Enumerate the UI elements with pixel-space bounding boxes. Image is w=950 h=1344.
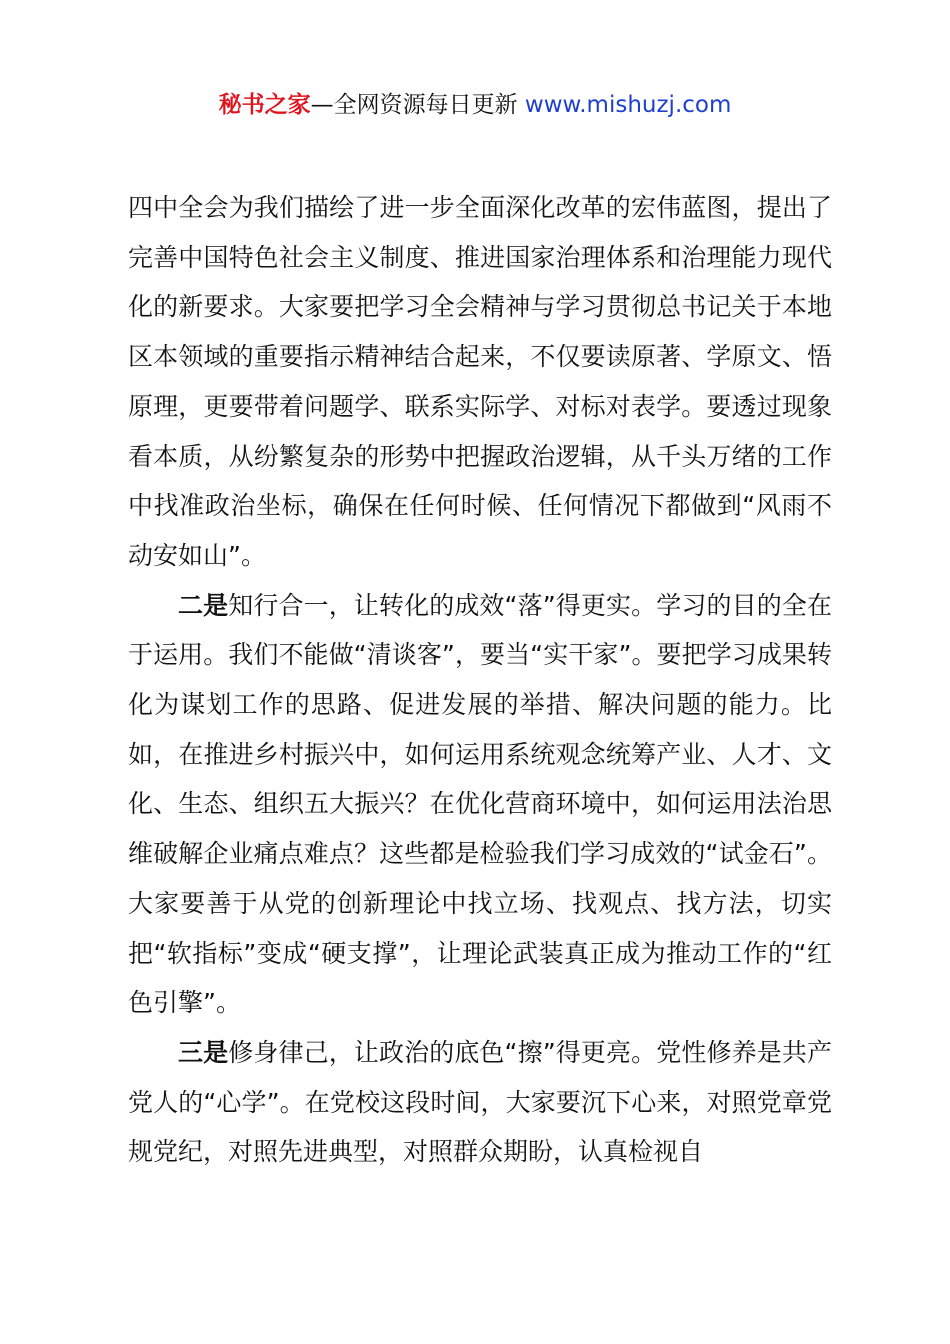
site-tagline: —全网资源每日更新 <box>310 92 525 118</box>
paragraph-3-lead: 三是 <box>178 1037 229 1067</box>
paragraph-3 <box>128 1028 832 1177</box>
page-header <box>0 88 950 122</box>
site-url-link[interactable]: www.mishuzj.com <box>524 92 732 118</box>
paragraph-2 <box>128 581 832 1028</box>
document-body <box>128 183 832 1177</box>
paragraph-2-text: 知行合一，让转化的成效“落”得更实。学习的目的全在于运用。我们不能做“清谈客”，要当“实干家”。要把学习成果转化为谋划工作的思路、促进发展的举措、解决问题的能力。比如，在推进乡村振兴中，如何运用系统观念统筹产业、人才、文化、生态、组织五大振兴？在优化营商环境中，如何运用法治思维破解企业痛点难点？这些都是检验我们学习成效的“试金石”。大家要善于从党的创新理论中找立场、找观点、找方法，切实把“软指标”变成“硬支撑”，让理论武装真正成为推动工作的“红色引擎”。 <box>128 590 832 1018</box>
paragraph-1-text: 四中全会为我们描绘了进一步全面深化改革的宏伟蓝图，提出了完善中国特色社会主义制度、推进国家治理体系和治理能力现代化的新要求。大家要把学习全会精神与学习贯彻总书记关于本地区本领域的重要指示精神结合起来，不仅要读原著、学原文、悟原理，更要带着问题学、联系实际学、对标对表学。要透过现象看本质，从纷繁复杂的形势中把握政治逻辑，从千头万绪的工作中找准政治坐标，确保在任何时候、任何情况下都做到“风雨不动安如山”。 <box>128 193 832 570</box>
site-brand: 秘书之家 <box>218 92 311 118</box>
paragraph-1 <box>128 183 832 581</box>
paragraph-2-lead: 二是 <box>178 590 229 620</box>
paragraph-3-text: 修身律己，让政治的底色“擦”得更亮。党性修养是共产党人的“心学”。在党校这段时间，大家要沉下心来，对照党章党规党纪，对照先进典型，对照群众期盼，认真检视自 <box>128 1037 832 1167</box>
